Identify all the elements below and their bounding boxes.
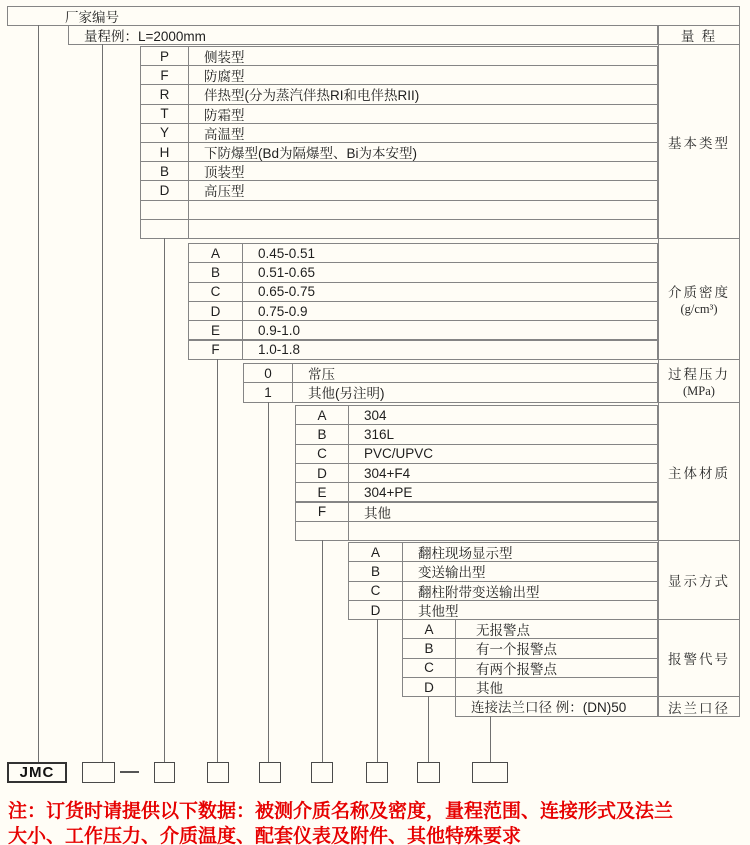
- option-key: A: [189, 244, 243, 262]
- option-desc: 侧装型: [204, 50, 245, 66]
- option-row-basic-type: [140, 142, 658, 162]
- option-key: B: [296, 425, 349, 443]
- option-row-medium-density: [188, 301, 658, 321]
- option-row-basic-type: [140, 104, 658, 124]
- option-desc: 0.45-0.51: [258, 245, 316, 261]
- model-prefix-text: JMC: [19, 764, 55, 781]
- category-label-alarm-code: [658, 619, 740, 697]
- option-key: Y: [141, 124, 189, 142]
- option-key: [296, 522, 349, 540]
- option-desc: PVC/UPVC: [364, 446, 434, 462]
- code-box-range: [82, 762, 115, 783]
- code-box-display-mode: [366, 762, 388, 783]
- option-desc: 0.65-0.75: [258, 284, 316, 300]
- option-key: F: [189, 341, 243, 359]
- option-desc: 翻柱现场显示型: [418, 546, 513, 562]
- option-key: D: [403, 678, 456, 696]
- option-key: C: [403, 659, 456, 677]
- option-key: C: [189, 283, 243, 301]
- option-row-body-material: [295, 444, 658, 464]
- option-key: E: [189, 321, 243, 339]
- option-row-alarm-code: [402, 658, 658, 678]
- category-label-text: 法兰口径: [668, 700, 730, 716]
- category-label-unit: (g/cm³): [680, 302, 718, 316]
- order-note-line1: 注：订货时请提供以下数据：被测介质名称及密度，量程范围、连接形式及法兰: [8, 801, 674, 822]
- connector-line: [377, 619, 378, 762]
- option-row-display-mode: [348, 542, 658, 562]
- connector-line: [490, 716, 491, 762]
- option-row-basic-type: [140, 65, 658, 85]
- option-key: D: [141, 181, 189, 199]
- option-key: [141, 201, 189, 219]
- connector-line: [102, 44, 103, 762]
- category-label-flange-size: [658, 696, 740, 717]
- category-label-text: 量 程: [680, 29, 718, 44]
- option-desc: 1.0-1.8: [258, 342, 301, 358]
- option-key: F: [296, 503, 349, 521]
- connector-line: [322, 540, 323, 762]
- option-row-body-material: [295, 424, 658, 444]
- category-label-basic-type: [658, 44, 740, 239]
- option-row-body-material: [295, 482, 658, 502]
- option-key: B: [349, 562, 403, 580]
- connector-line: [164, 238, 165, 762]
- option-key: [141, 220, 189, 238]
- option-row-alarm-code: [402, 638, 658, 658]
- option-key: D: [296, 464, 349, 482]
- option-row-body-material: [295, 521, 658, 541]
- option-key: B: [141, 162, 189, 180]
- option-key: A: [349, 543, 403, 561]
- option-desc: 无报警点: [476, 623, 530, 639]
- option-key: B: [403, 639, 456, 657]
- option-desc: [189, 220, 657, 238]
- order-note-line2: 大小、工作压力、介质温度、配套仪表及附件、其他特殊要求: [8, 826, 522, 845]
- category-label-text: 基本类型: [668, 135, 730, 151]
- option-desc: 翻柱附带变送输出型: [418, 584, 540, 600]
- model-prefix-box: [7, 762, 67, 783]
- code-box-basic-type: [154, 762, 175, 783]
- option-desc: 316L: [364, 426, 395, 442]
- option-key: P: [141, 47, 189, 65]
- option-key: 1: [244, 383, 293, 401]
- option-key: F: [141, 66, 189, 84]
- option-key: 0: [244, 364, 293, 382]
- option-row-medium-density: [188, 282, 658, 302]
- option-desc: 高压型: [204, 184, 245, 200]
- option-desc: 其他: [364, 505, 391, 521]
- code-box-alarm-code: [417, 762, 440, 783]
- option-desc: 0.51-0.65: [258, 264, 316, 280]
- option-row-basic-type: [140, 84, 658, 104]
- factory-code-label: 厂家编号: [65, 10, 119, 25]
- option-key: A: [296, 406, 349, 424]
- option-key: C: [296, 445, 349, 463]
- option-desc: 顶装型: [204, 165, 245, 181]
- option-row-body-material: [295, 463, 658, 483]
- option-row-display-mode: [348, 581, 658, 601]
- option-desc: [349, 522, 657, 540]
- category-label-body-material: [658, 402, 740, 541]
- dash-separator: [120, 771, 139, 773]
- option-row-alarm-code: [402, 677, 658, 697]
- option-desc: 有一个报警点: [476, 642, 557, 658]
- option-desc: 连接法兰口径 例：(DN)50: [471, 700, 627, 716]
- option-row-basic-type: [140, 180, 658, 200]
- option-row-body-material: [295, 405, 658, 425]
- category-label-process-pressure: [658, 359, 740, 403]
- option-key: T: [141, 105, 189, 123]
- category-label-range: [658, 25, 740, 45]
- option-desc: 0.9-1.0: [258, 322, 301, 338]
- option-key: H: [141, 143, 189, 161]
- option-desc: 304: [364, 407, 387, 423]
- option-row-medium-density: [188, 340, 658, 360]
- option-key: C: [349, 582, 403, 600]
- option-desc: 下防爆型(Bd为隔爆型、Bi为本安型): [204, 146, 418, 162]
- range-row-text: 量程例：L=2000mm: [84, 29, 206, 44]
- option-row-basic-type: [140, 46, 658, 66]
- option-desc: 其他型: [418, 604, 459, 620]
- category-label-medium-density: [658, 238, 740, 360]
- option-key: D: [349, 601, 403, 619]
- connector-line: [268, 402, 269, 762]
- option-row-display-mode: [348, 561, 658, 581]
- option-row-flange-size: [455, 696, 658, 717]
- category-label-display-mode: [658, 540, 740, 620]
- option-desc: 有两个报警点: [476, 661, 557, 677]
- option-row-process-pressure: [243, 382, 658, 402]
- connector-line: [217, 359, 218, 762]
- category-label-text: 报警代号: [668, 652, 730, 667]
- category-label-text: 介质密度: [668, 285, 730, 300]
- option-desc: 变送输出型: [418, 565, 486, 581]
- category-label-text: 主体材质: [668, 465, 730, 481]
- option-row-display-mode: [348, 600, 658, 620]
- option-row-medium-density: [188, 320, 658, 340]
- option-desc: 其他: [476, 681, 503, 697]
- factory-code-row: [7, 6, 740, 26]
- option-desc: 防霜型: [204, 107, 245, 123]
- option-row-process-pressure: [243, 363, 658, 383]
- option-row-body-material: [295, 502, 658, 522]
- option-desc: 304+F4: [364, 465, 411, 481]
- option-desc: [189, 201, 657, 219]
- option-row-medium-density: [188, 262, 658, 282]
- option-desc: 其他(另注明): [308, 386, 385, 402]
- category-label-text: 显示方式: [668, 574, 730, 589]
- option-desc: 伴热型(分为蒸汽伴热RI和电伴热RII): [204, 88, 420, 104]
- option-desc: 304+PE: [364, 484, 413, 500]
- code-box-medium-density: [207, 762, 229, 783]
- option-row-medium-density: [188, 243, 658, 263]
- category-label-text: 过程压力: [668, 367, 730, 382]
- option-desc: 常压: [308, 367, 335, 383]
- option-row-basic-type: [140, 161, 658, 181]
- option-row-basic-type: [140, 219, 658, 239]
- option-row-basic-type: [140, 200, 658, 220]
- category-label-unit: (MPa): [683, 384, 715, 398]
- code-box-process-pressure: [259, 762, 281, 783]
- option-desc: 高温型: [204, 126, 245, 142]
- code-box-flange-size: [472, 762, 508, 783]
- code-box-body-material: [311, 762, 333, 783]
- option-key: E: [296, 483, 349, 501]
- option-key: B: [189, 263, 243, 281]
- option-row-basic-type: [140, 123, 658, 143]
- range-row: [68, 25, 658, 45]
- option-key: D: [189, 302, 243, 320]
- option-row-alarm-code: [402, 619, 658, 639]
- option-desc: 0.75-0.9: [258, 303, 308, 319]
- option-desc: 防腐型: [204, 69, 245, 85]
- connector-line: [38, 25, 39, 762]
- connector-line: [428, 696, 429, 762]
- option-key: R: [141, 85, 189, 103]
- option-key: A: [403, 620, 456, 638]
